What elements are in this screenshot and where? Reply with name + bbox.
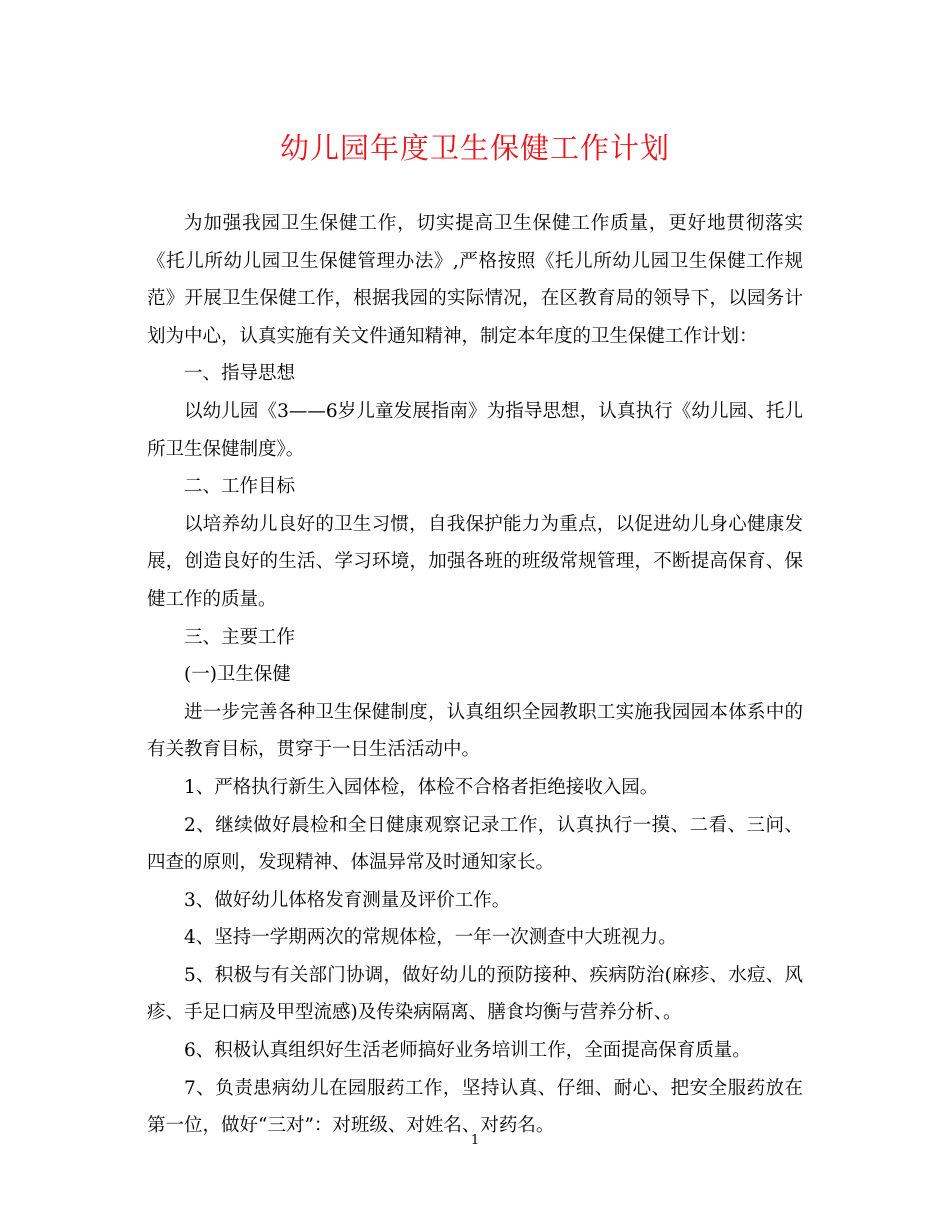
list-item: 2、继续做好晨检和全日健康观察记录工作，认真执行一摸、二看、三问、四查的原则，发现精神、体温异常及时通知家长。 [147,814,803,874]
intro-paragraph: 为加强我园卫生保健工作，切实提高卫生保健工作质量，更好地贯彻落实《托儿所幼儿园卫生保健管理办法》,严格按照《托儿所幼儿园卫生保健工作规范》开展卫生保健工作，根据我园的实际情况，在区教育局的领导下，以园务计划为中心，认真实施有关文件通知精神，制定本年度的卫生保健工作计划： [147,213,803,347]
document-body [147,205,803,1145]
section-heading-main-work: 三、主要工作 [184,626,296,648]
list-item: 6、积极认真组织好生活老师搞好业务培训工作，全面提高保育质量。 [184,1040,751,1062]
list-item: 3、做好幼儿体格发育测量及评价工作。 [184,889,511,911]
work-goals-paragraph: 以培养幼儿良好的卫生习惯，自我保护能力为重点，以促进幼儿身心健康发展，创造良好的生活、学习环境，加强各班的班级常规管理，不断提高保育、保健工作的质量。 [147,513,803,610]
page-number: 1 [470,1133,480,1148]
document-title: 幼儿园年度卫生保健工作计划 [279,131,670,165]
list-item: 5、积极与有关部门协调，做好幼儿的预防接种、疾病防治(麻疹、水痘、风疹、手足口病及甲型流感)及传染病隔离、膳食均衡与营养分析、。 [147,964,803,1024]
list-item: 7、负责患病幼儿在园服药工作，坚持认真、仔细、耐心、把安全服药放在第一位，做好“三对”：对班级、对姓名、对药名。 [147,1077,803,1137]
list-item: 1、严格执行新生入园体检，体检不合格者拒绝接收入园。 [184,776,659,798]
guiding-thought-paragraph: 以幼儿园《3——6岁儿童发展指南》为指导思想，认真执行《幼儿园、托儿所卫生保健制度》。 [147,400,803,460]
list-item: 4、坚持一学期两次的常规体检，一年一次测查中大班视力。 [184,927,677,949]
section-heading-guiding-thought: 一、指导思想 [184,363,296,385]
section-heading-work-goals: 二、工作目标 [184,476,296,498]
health-care-paragraph: 进一步完善各种卫生保健制度，认真组织全园教职工实施我园园本体系中的有关教育目标，贯穿于一日生活活动中。 [147,701,803,761]
subsection-heading-health-care: (一)卫生保健 [184,664,291,686]
